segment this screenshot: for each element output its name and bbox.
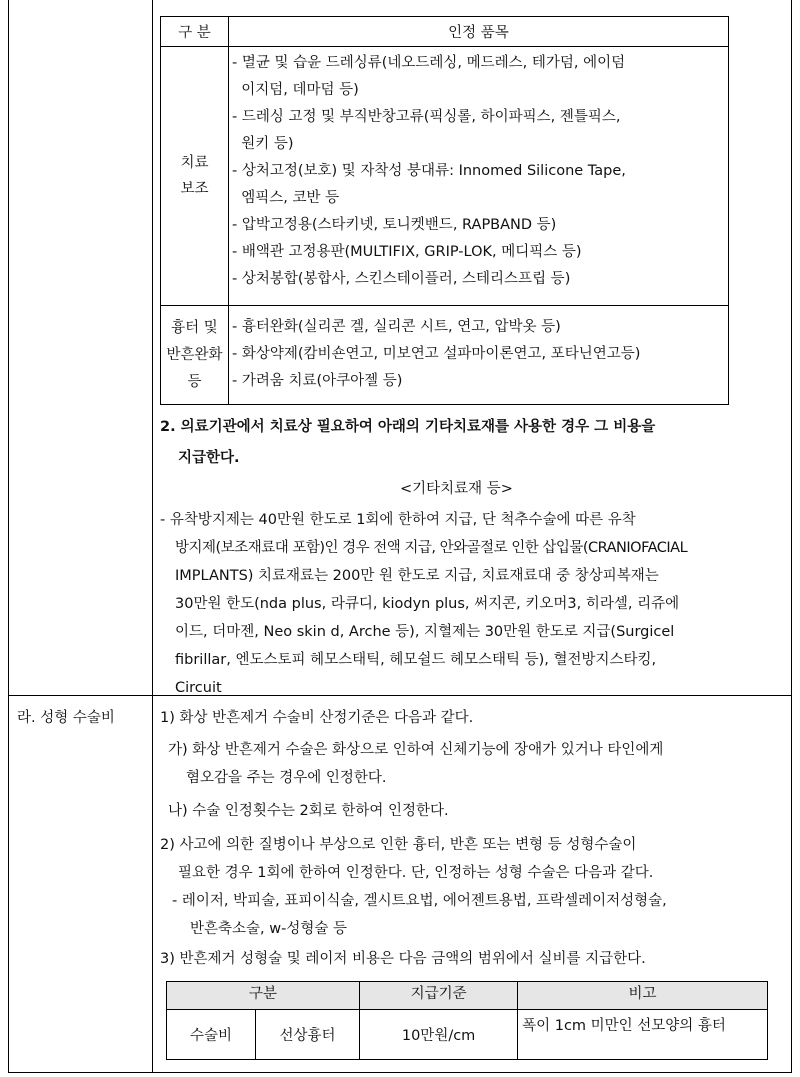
- ra-item2-list-cont: 반흔축소술, w-성형술 등: [190, 921, 347, 937]
- fee-cell-amount: 10만원/cm: [360, 1010, 518, 1060]
- item-line: - 멸균 및 습윤 드레싱류(네오드레싱, 메드레스, 테가덤, 에이덤: [232, 55, 626, 71]
- item-line: - 가려움 치료(아쿠아젤 등): [232, 373, 403, 389]
- outer-left-border: [8, 0, 9, 1073]
- item-line: - 배액관 고정용판(MULTIFIX, GRIP-LOK, 메디픽스 등): [232, 244, 582, 260]
- fee-header-category: 구분: [167, 982, 360, 1010]
- item-line: - 압박고정용(스타키넷, 토니켓밴드, RAPBAND 등): [232, 217, 557, 233]
- item-line: - 화상약제(캄비숀연고, 미보연고 설파마이론연고, 포타닌연고등): [232, 346, 641, 362]
- item-line: 원키 등): [232, 136, 294, 152]
- para-line: 방지제(보조재료대 포함)인 경우 전액 지급, 안와골절로 인한 삽입물(CRANIOFACIAL: [175, 540, 688, 556]
- fee-cell-surgery: 수술비: [167, 1010, 256, 1060]
- section-ra-label: 라. 성형 수술비: [17, 710, 115, 726]
- section2-heading: 2. 의료기관에서 치료상 필요하여 아래의 기타치료재를 사용한 경우 그 비용을: [160, 419, 656, 435]
- para-line: 이드, 더마젠, Neo skin d, Arche 등), 지혈제는 30만원 한도로 지급(Surgicel: [175, 624, 675, 640]
- fee-header-standard: 지급기준: [360, 982, 518, 1010]
- table-header-items: 인정 품목: [229, 17, 729, 47]
- para-line: fibrillar, 엔도스토피 헤모스태틱, 헤모쉴드 헤모스태틱 등), 혈전방지스타킹,: [175, 652, 657, 668]
- category-line: 보조: [180, 181, 209, 197]
- item-line: 엠픽스, 코반 등: [232, 190, 340, 206]
- category-cell-treatment-aid: [161, 47, 229, 306]
- fee-header-note: 비고: [518, 982, 768, 1010]
- category-line: 치료: [180, 155, 209, 171]
- section2-heading-cont: 지급한다.: [178, 450, 240, 466]
- items-cell-treatment-aid: [229, 47, 729, 306]
- outer-right-border: [791, 0, 792, 1073]
- item-line: - 상처봉합(봉합사, 스킨스테이플러, 스테리스프립 등): [232, 271, 571, 287]
- item-line: 이지덤, 데마덤 등): [232, 82, 359, 98]
- para-line: - 유착방지제는 40만원 한도로 1회에 한하여 지급, 단 척추수술에 따른 유착: [160, 512, 636, 528]
- fee-cell-linear-scar: 선상흉터: [256, 1010, 360, 1060]
- outer-bottom-border: [8, 1072, 792, 1073]
- ra-item1-ga: 가) 화상 반흔제거 수술은 화상으로 인하여 신체기능에 장애가 있거나 타인에게: [168, 742, 664, 758]
- item-line: - 드레싱 고정 및 부직반창고류(픽싱롤, 하이파픽스, 젠틀픽스,: [232, 109, 621, 125]
- ra-item3: 3) 반흔제거 성형술 및 레이저 비용은 다음 금액의 범위에서 실비를 지급한다.: [160, 951, 646, 967]
- para-line: 30만원 한도(nda plus, 라큐디, kiodyn plus, 써지콘, 키오머3, 히라셀, 리쥬에: [175, 596, 680, 612]
- category-line: 반흔완화: [166, 346, 223, 363]
- para-line: Circuit: [175, 680, 222, 696]
- item-line: - 흉터완화(실리콘 겔, 실리콘 시트, 연고, 압박옷 등): [232, 319, 561, 335]
- para-line: IMPLANTS) 치료재료는 200만 원 한도로 지급, 치료재료대 중 창상피복재는: [175, 568, 659, 584]
- item-line: - 상처고정(보호) 및 자착성 붕대류: Innomed Silicone Tape,: [232, 163, 626, 179]
- items-cell-scar-relief: [229, 306, 729, 405]
- ra-item1-ga-cont: 혐오감을 주는 경우에 인정한다.: [186, 770, 387, 786]
- category-line: 등: [187, 373, 202, 390]
- ra-item1-na: 나) 수술 인정횟수는 2회로 한하여 인정한다.: [168, 803, 449, 819]
- section2-paragraph: [160, 506, 785, 702]
- ra-item2-list: - 레이저, 박피술, 표피이식술, 겔시트요법, 에어젠트용법, 프락셀레이저성형술,: [172, 893, 667, 909]
- fee-table: [166, 981, 768, 1060]
- ra-item1: 1) 화상 반흔제거 수술비 산정기준은 다음과 같다.: [160, 710, 474, 726]
- table-header-category: 구 분: [161, 17, 229, 47]
- section2-subtitle: <기타치료재 등>: [400, 481, 513, 497]
- treatment-items-table: [160, 16, 729, 405]
- column-divider: [152, 0, 153, 1073]
- category-line: 흉터 및: [171, 319, 218, 336]
- category-cell-scar-relief: [161, 306, 229, 405]
- ra-item2: 2) 사고에 의한 질병이나 부상으로 인한 흉터, 반흔 또는 변형 등 성형수술이: [160, 837, 637, 853]
- ra-item2-cont: 필요한 경우 1회에 한하여 인정한다. 단, 인정하는 성형 수술은 다음과 같다.: [178, 865, 654, 881]
- fee-cell-note: 폭이 1cm 미만인 선모양의 흉터: [518, 1010, 768, 1060]
